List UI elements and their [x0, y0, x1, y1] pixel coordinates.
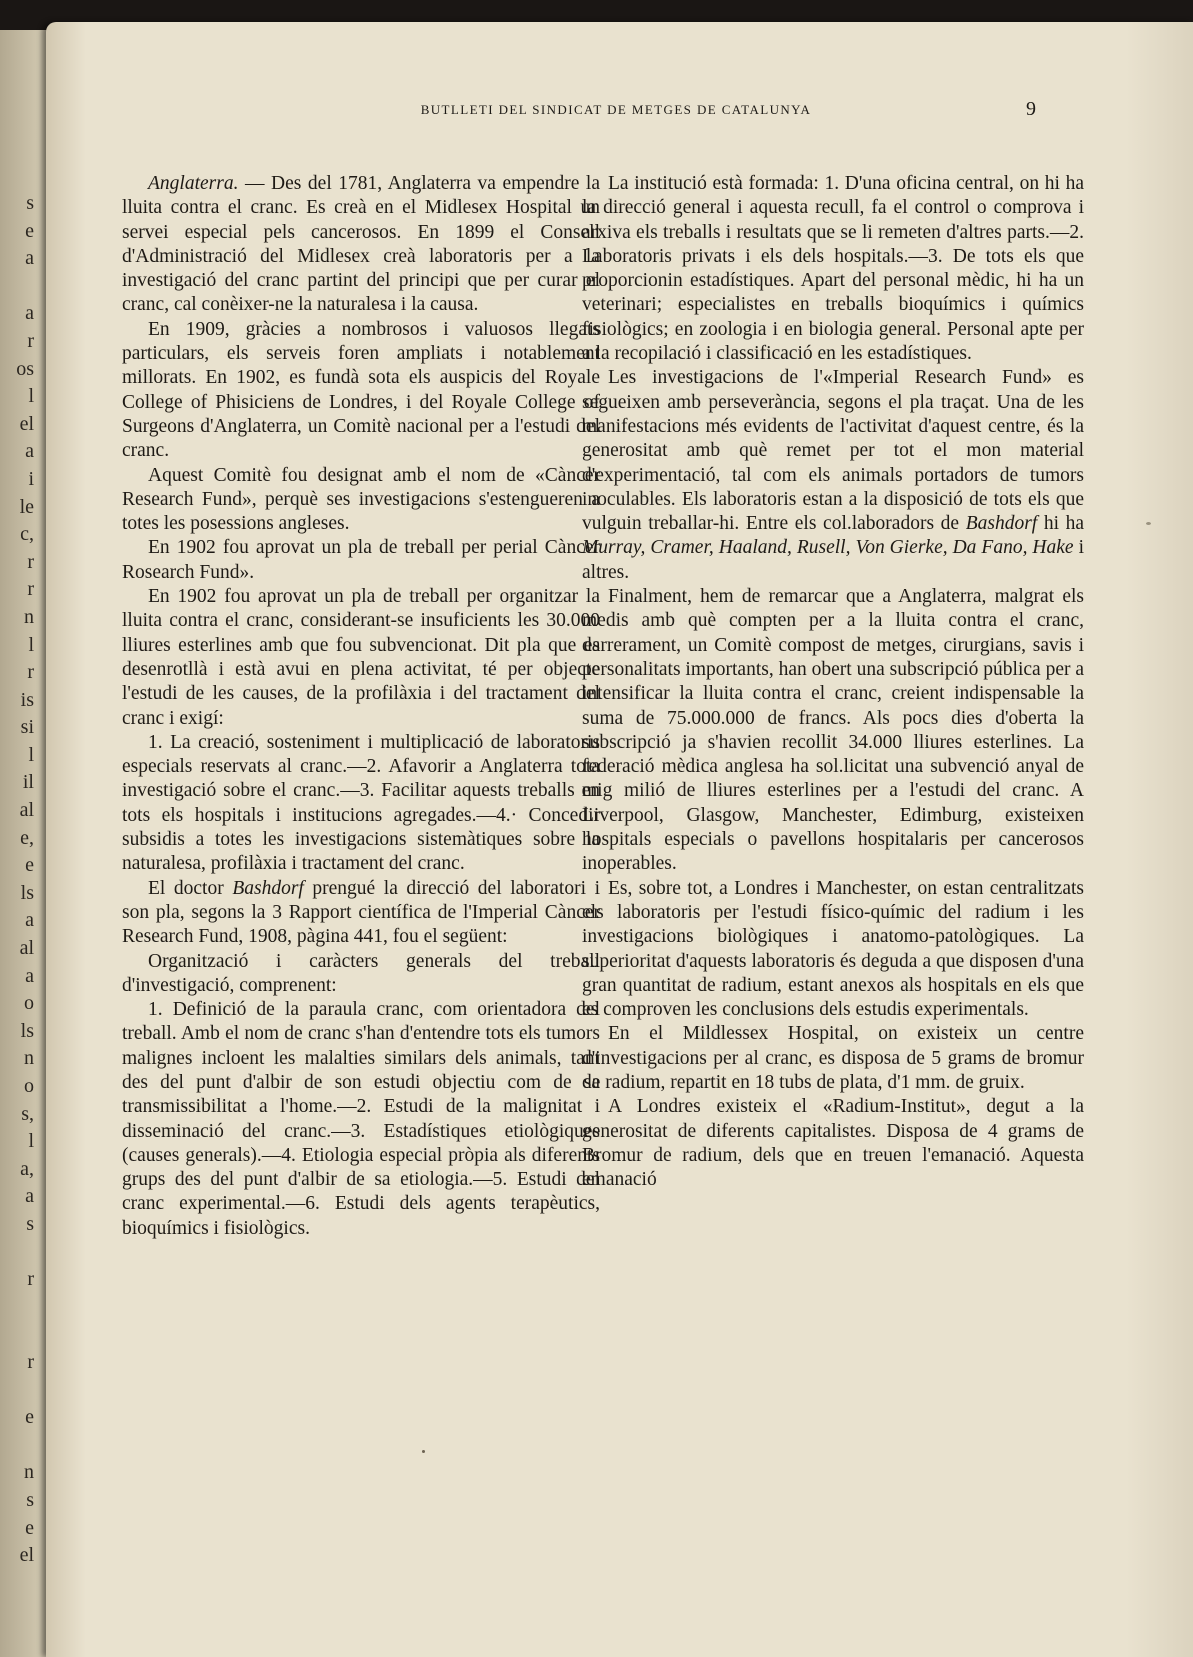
edge-fragment: a,	[20, 1157, 34, 1180]
person-name: Bashdorf	[232, 877, 304, 899]
edge-fragment: al	[19, 799, 34, 822]
ink-speck	[422, 1450, 425, 1453]
paragraph: Es, sobre tot, a Londres i Manchester, on estan centralitzats els laboratoris per l'estudi físico-químic del radium i les investigacions biològiques i anatomo-patològiques. La superioritat d'aquests laboratoris és deguda a que disposen d'una gran quantitat de radium, estant anexos als hospitals en els que es comproven les conclusions dels estudis experimentals.	[582, 877, 1084, 1021]
paragraph: Finalment, hem de remarcar que a Anglaterra, malgrat els medis amb què compten per a la lluita contra el cranc, darrerament, un Comitè compost de metges, cirurgians, savis i personalitats importants, han obert una subscripció pública per a intensificar la lluita contra el cranc, creient indispensable la suma de 75.000.000 de francs. Als pocs dies d'oberta la subscripció ja s'havien recollit 34.000 lliures esterlines. La federació mèdica anglesa ha sol.licitat una subvenció anyal de mig milió de lliures esterlines per a l'estudi del cranc. A Liverpool, Glasgow, Manchester, Edimburg, existeixen hospitals especials o pavellons hospitalaris per cancerosos inoperables.	[582, 586, 1084, 875]
edge-fragment: ls	[20, 1019, 34, 1042]
edge-fragment: n	[24, 605, 34, 628]
edge-fragment: el	[19, 412, 34, 435]
edge-fragment: l	[28, 1130, 34, 1153]
paragraph: A Londres existeix el «Radium-Institut», degut a la generositat de diferents capitalistes. Disposa de 4 grams de Bromur de radium, dels que en treuen l'emanació. Aquesta emanació	[582, 1096, 1084, 1191]
person-name: Bashdorf	[965, 513, 1038, 535]
paragraph-text: El doctor	[148, 877, 233, 899]
edge-fragment: ls	[20, 881, 34, 904]
edge-fragment: al	[19, 937, 34, 960]
paragraph: Organització i caràcters generals del treball d'investigació, comprenent:	[122, 950, 600, 996]
edge-fragment: s,	[21, 1102, 34, 1125]
edge-fragment: c,	[20, 523, 34, 546]
edge-fragment: s	[26, 1488, 34, 1511]
edge-fragment: r	[27, 578, 34, 601]
edge-fragment: o	[24, 1075, 34, 1097]
paragraph-text: Les investigacions de l'«Imperial Research Fund» es segueixen amb perseverància, segons el pla traçat. Una de les manifestacions més evidents de l'activitat d'aquest centre, és la generositat amb què remet per tot el mon material d'experimentació, tal com els animals portadors de tumors inoculables. Els laboratoris estan a la disposició de tots els que vulguin treballar-hi. Entre els col.laboradors de	[582, 367, 1084, 535]
edge-fragment: r	[27, 1350, 34, 1373]
edge-fragment: r	[27, 329, 34, 352]
page-number: 9	[1026, 98, 1036, 120]
edge-fragment: n	[24, 1047, 34, 1070]
edge-fragment: a	[25, 302, 34, 325]
running-header: BUTLLETI DEL SINDICAT DE METGES DE CATALUNYA	[420, 102, 812, 117]
edge-fragment: le	[19, 495, 34, 518]
paragraph-text: prengué la direcció del laboratori i son pla, segons la 3 Rapport científica de l'Imperial Càncer Research Fund, 1908, pàgina 441, fou el següent:	[122, 877, 600, 948]
edge-fragment: s	[26, 192, 34, 214]
paragraph-text: hi ha	[1037, 513, 1085, 535]
paragraph-list: 1. Definició de la paraula cranc, com orientadora del treball. Amb el nom de cranc s'han d'entendre tots els tumors malignes incloent les malalties similars dels animals, tant des del punt d'albir de son estudi objectiu com de sa transmissibilitat a l'home.—2. Estudi de la malignitat i disseminació del cranc.—3. Estadístiques etiològiques (causes generals).—4. Etiologia especial pròpia als diferents grups des del punt d'albir de sa etiologia.—5. Estudi del cranc experimental.—6. Estudi dels agents terapèutics, bioquímics i fisiològics.	[122, 999, 600, 1239]
edge-fragment: r	[27, 550, 34, 573]
edge-fragment: n	[24, 1461, 34, 1484]
edge-fragment: r	[27, 661, 34, 684]
paragraph-collaborators	[582, 366, 1084, 585]
edge-fragment	[4, 1321, 34, 1349]
paragraph-text: — Des del 1781, Anglaterra va empendre la lluita contra el cranc. Es creà en el Midlesex Hospital un servei especial pels cancerosos. En 1899 el Consell d'Administració del Midlesex creà laboratoris per a la investigació del cranc partint del principi que per curar el cranc, cal conèixer-ne la naturalesa i la causa.	[122, 173, 600, 316]
left-column	[122, 172, 600, 1241]
section-lead: Anglaterra.	[148, 173, 239, 194]
edge-fragment: il	[22, 771, 34, 794]
paragraph: En 1909, gràcies a nombrosos i valuosos llegats particulars, els serveis foren ampliats i notablement millorats. En 1902, es fundà sota els auspicis del Royale College of Phisiciens de Londres, i del Royale College of Surgeons d'Anglaterra, un Comitè nacional per a l'estudi del cranc.	[122, 318, 600, 462]
edge-fragment: e	[25, 854, 34, 877]
edge-fragment: o	[24, 992, 34, 1015]
paragraph: La institució està formada: 1. D'una oficina central, on hi ha la direcció general i aquesta recull, fa el control o comprova i arxiva els treballs i resultats que se li remeten d'altres parts.—2. Laboratoris privats i els dels hospitals.—3. De tots els que proporcionin estadístiques. Apart del personal mèdic, hi ha un veterinari; especialistes en treballs bioquímics i químics fisiològics; en zoologia i en biologia general. Personal apte per a la recopilació i classificació en les estadístiques.	[582, 173, 1084, 365]
edge-fragment: el	[19, 1544, 34, 1567]
person-names: Murray, Cramer, Haaland, Rusell, Von Gierke, Da Fano, Hake	[582, 537, 1074, 559]
paragraph: En 1902 fou aprovat un pla de treball per organitzar la lluita contra el cranc, considerant-se insuficients les 30.000 lliures esterlines amb que fou subvencionat. Dit pla que es desenrotllà i està avui en plena activitat, té per objecte l'estudi de les causes, de la profilàxia i del tractament del cranc i exigí:	[122, 586, 600, 729]
edge-fragment: i	[28, 467, 34, 490]
edge-fragment: e,	[20, 826, 34, 849]
edge-fragment: os	[16, 357, 34, 380]
edge-fragment: l	[28, 385, 34, 408]
edge-fragment: e	[25, 1516, 34, 1539]
edge-fragment: a	[25, 909, 34, 932]
paragraph-list: 1. La creació, sosteniment i multiplicació de laboratoris especials reservats al cranc.—2. Afavorir a Anglaterra tota investigació sobre el cranc.—3. Facilitar aquests treballs en tots els hospitals i institucions agregades.—4.· Concedir subsidis a totes les investigacions sistemàtiques sobre la naturalesa, profilàxia i tractament del cranc.	[122, 731, 600, 875]
paragraph: Aquest Comitè fou designat amb el nom de «Càncer Research Fund», perquè ses investigacions s'estengueren a totes les posessions angleses.	[122, 464, 600, 535]
edge-fragment: a	[25, 247, 34, 270]
paragraph: En el Mildlessex Hospital, on existeix un centre d'investigacions per al cranc, es disposa de 5 grams de bromur de radium, repartit en 18 tubs de plata, d'1 mm. de gruix.	[582, 1023, 1084, 1093]
edge-fragment: e	[25, 1406, 34, 1429]
ink-speck	[1146, 522, 1151, 525]
edge-fragment	[4, 1377, 34, 1405]
edge-fragment: e	[25, 219, 34, 242]
edge-fragment: l	[28, 633, 34, 656]
paragraph: En 1902 fou aprovat un pla de treball per perial Càncer Rosearch Fund».	[122, 537, 600, 583]
edge-fragment: a	[25, 964, 34, 987]
book-page	[46, 22, 1193, 1657]
edge-fragment	[4, 273, 34, 301]
paragraph-bashdorf	[122, 877, 600, 950]
edge-fragment: l	[28, 743, 34, 766]
edge-fragment: s	[26, 1212, 34, 1235]
edge-fragment: a	[25, 1185, 34, 1208]
paragraph-text: i altres.	[582, 537, 1084, 583]
edge-fragment: si	[20, 716, 34, 739]
edge-fragment: a	[25, 440, 34, 463]
edge-fragment	[4, 1432, 34, 1460]
previous-page-text-fragments	[4, 190, 34, 1570]
paragraph-anglaterra	[122, 172, 600, 318]
right-column	[582, 172, 1084, 1192]
edge-fragment	[4, 1294, 34, 1322]
edge-fragment: r	[27, 1268, 34, 1291]
edge-fragment: is	[20, 688, 34, 711]
edge-fragment	[4, 1239, 34, 1267]
